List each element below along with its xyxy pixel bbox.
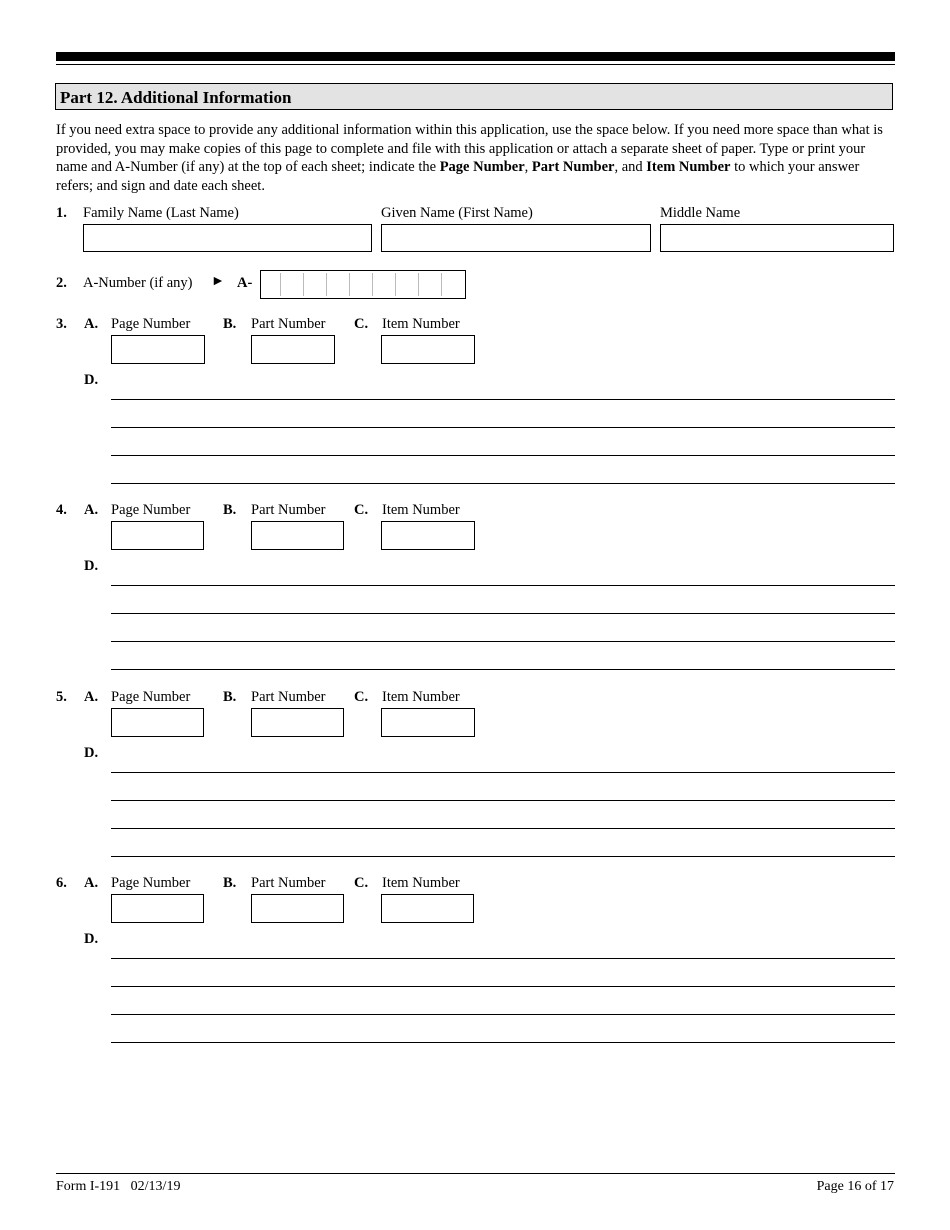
sub-a-label: A. (84, 689, 99, 705)
entry-number: 3. (56, 316, 67, 332)
page-number-field[interactable] (111, 335, 205, 364)
entry-block (0, 316, 950, 496)
page-number-field[interactable] (111, 894, 204, 923)
a-number-cell-divider (372, 273, 373, 296)
entry-number: 5. (56, 689, 67, 705)
sub-d-label: D. (84, 931, 99, 947)
middle-name-field[interactable] (660, 224, 894, 252)
item-number-label: Item Number (382, 875, 460, 891)
a-number-prefix: A- (237, 275, 253, 291)
item-number-label: Item Number (382, 316, 460, 332)
sub-c-label: C. (354, 502, 369, 518)
item-1-number: 1. (56, 205, 67, 221)
answer-line[interactable] (111, 585, 895, 586)
sub-d-label: D. (84, 372, 99, 388)
answer-line[interactable] (111, 856, 895, 857)
page-number-field[interactable] (111, 708, 204, 737)
intro-text: If you need extra space to provide any additional information within this application, use the space below. If you need more space than what is provided, you may make copies of this page to complete and file with this application or attach a separate sheet of paper. Type or print your name and A-Number (if any) at the top of each sheet; indicate the (56, 122, 883, 175)
middle-name-label: Middle Name (660, 205, 741, 221)
page-number: Page 16 of 17 (816, 1179, 894, 1194)
answer-line[interactable] (111, 828, 895, 829)
entry-number: 6. (56, 875, 67, 891)
answer-line[interactable] (111, 1042, 895, 1043)
answer-line[interactable] (111, 772, 895, 773)
part-number-label: Part Number (251, 316, 326, 332)
item-number-label: Item Number (382, 502, 460, 518)
intro-bold-part: Part Number (531, 159, 615, 175)
answer-line[interactable] (111, 669, 895, 670)
sub-d-label: D. (84, 558, 99, 574)
a-number-cell-divider (303, 273, 304, 296)
a-number-cell-divider (395, 273, 396, 296)
part-number-label: Part Number (251, 689, 326, 705)
entry-block (0, 502, 950, 682)
sub-a-label: A. (84, 316, 99, 332)
answer-line[interactable] (111, 613, 895, 614)
page-number-label: Page Number (111, 316, 191, 332)
family-name-label: Family Name (Last Name) (83, 205, 239, 221)
item-number-field[interactable] (381, 335, 475, 364)
part-number-label: Part Number (251, 875, 326, 891)
a-number-cell-divider (441, 273, 442, 296)
page-number-label: Page Number (111, 502, 191, 518)
intro-sep: , (524, 159, 532, 175)
part-number-label: Part Number (251, 502, 326, 518)
sub-c-label: C. (354, 875, 369, 891)
intro-text-end: to which your answer refers; and sign and date each sheet. (56, 159, 860, 194)
a-number-cell-divider (326, 273, 327, 296)
answer-line[interactable] (111, 455, 895, 456)
answer-line[interactable] (111, 399, 895, 400)
sub-b-label: B. (223, 689, 237, 705)
a-number-cell-divider (349, 273, 350, 296)
a-number-label: A-Number (if any) (83, 275, 193, 291)
arrow-right-icon: ► (211, 274, 225, 289)
item-number-label: Item Number (382, 689, 460, 705)
footer-rule (56, 1173, 895, 1174)
part-number-field[interactable] (251, 335, 335, 364)
part-number-field[interactable] (251, 521, 344, 550)
answer-line[interactable] (111, 1014, 895, 1015)
sub-c-label: C. (354, 316, 369, 332)
intro-sep: , and (614, 159, 647, 175)
item-number-field[interactable] (381, 708, 475, 737)
a-number-field[interactable] (260, 270, 466, 299)
sub-b-label: B. (223, 316, 237, 332)
form-identifier: Form I-191 02/13/19 (56, 1179, 181, 1194)
sub-c-label: C. (354, 689, 369, 705)
intro-bold-page: Page Number (439, 159, 525, 175)
intro-paragraph (56, 121, 896, 195)
sub-b-label: B. (223, 875, 237, 891)
a-number-cell-divider (418, 273, 419, 296)
part-number-field[interactable] (251, 708, 344, 737)
top-thin-rule (56, 64, 895, 65)
given-name-label: Given Name (First Name) (381, 205, 533, 221)
item-number-field[interactable] (381, 894, 474, 923)
sub-b-label: B. (223, 502, 237, 518)
answer-line[interactable] (111, 986, 895, 987)
top-thick-rule (56, 52, 895, 61)
answer-line[interactable] (111, 427, 895, 428)
entry-number: 4. (56, 502, 67, 518)
item-2-number: 2. (56, 275, 67, 291)
answer-line[interactable] (111, 483, 895, 484)
a-number-cell-divider (280, 273, 281, 296)
page-number-label: Page Number (111, 689, 191, 705)
page-number-label: Page Number (111, 875, 191, 891)
sub-a-label: A. (84, 502, 99, 518)
sub-a-label: A. (84, 875, 99, 891)
answer-line[interactable] (111, 958, 895, 959)
part-number-field[interactable] (251, 894, 344, 923)
answer-line[interactable] (111, 800, 895, 801)
given-name-field[interactable] (381, 224, 651, 252)
entry-block (0, 875, 950, 1055)
page-number-field[interactable] (111, 521, 204, 550)
answer-line[interactable] (111, 641, 895, 642)
part-header: Part 12. Additional Information (55, 83, 893, 110)
entry-block (0, 689, 950, 869)
family-name-field[interactable] (83, 224, 372, 252)
intro-bold-item: Item Number (646, 159, 731, 175)
item-number-field[interactable] (381, 521, 475, 550)
sub-d-label: D. (84, 745, 99, 761)
